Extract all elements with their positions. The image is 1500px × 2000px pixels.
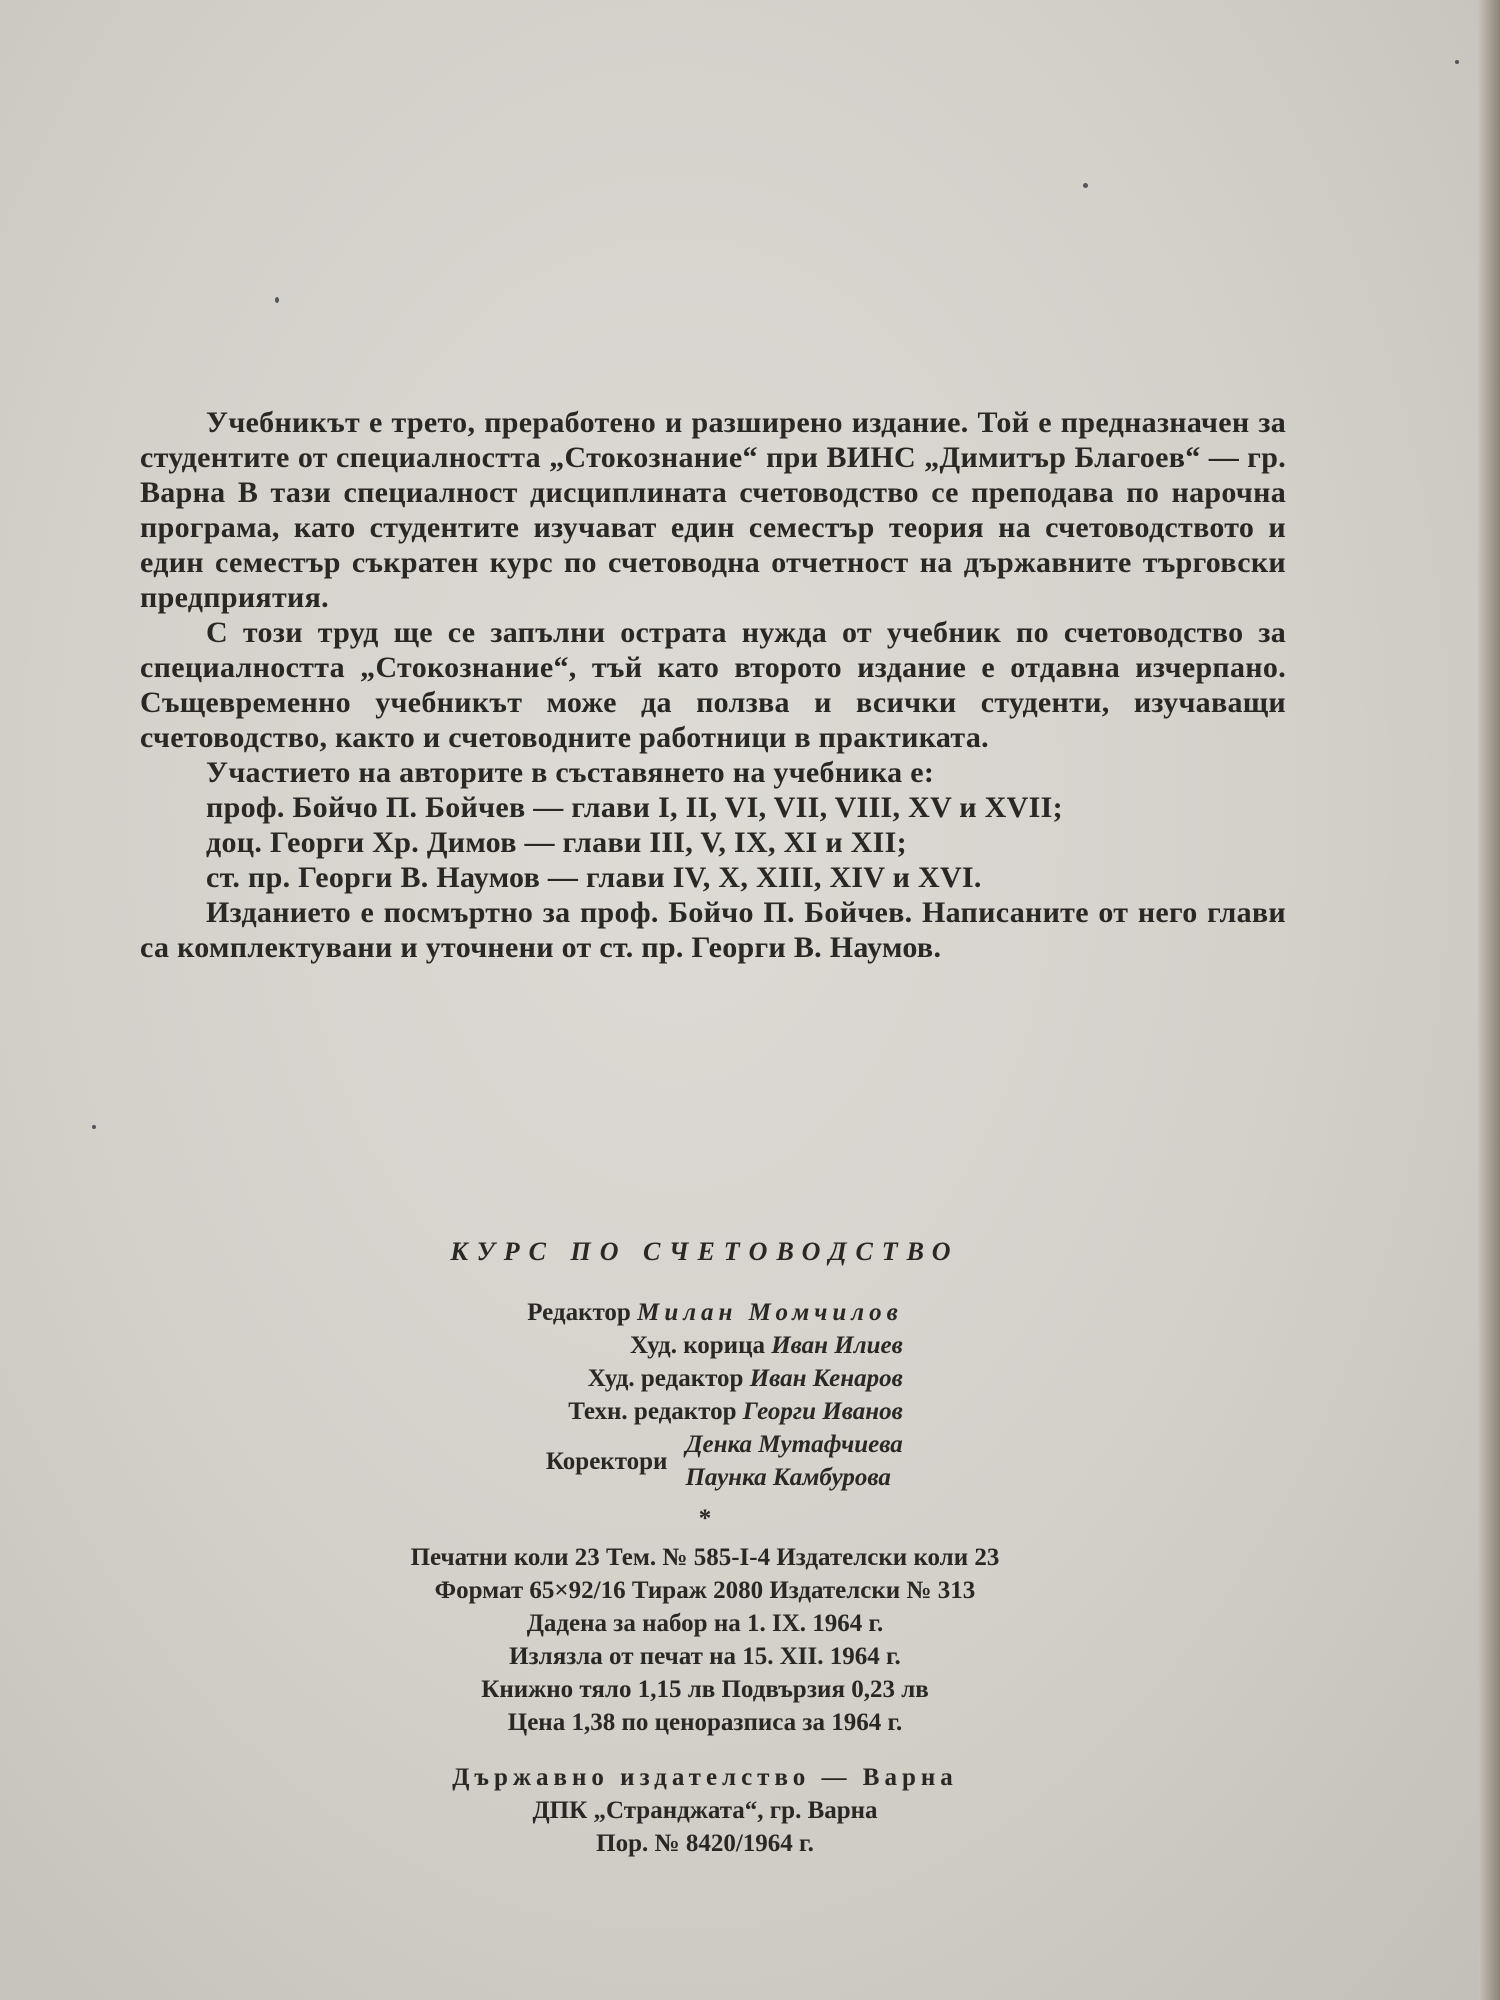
credit-correctors: [527, 1428, 903, 1494]
corrector-names: [685, 1428, 902, 1494]
paper-speck: [1083, 183, 1088, 188]
print-info-line: Цена 1,38 по ценоразписа за 1964 г.: [507, 1709, 903, 1736]
credit-name: Милан Момчилов: [637, 1299, 903, 1326]
printer-name: ДПК „Странджата“, гр. Варна: [532, 1797, 878, 1824]
order-number: Пор. № 8420/1964 г.: [596, 1830, 814, 1857]
credit-name: Георги Иванов: [742, 1398, 903, 1425]
authors-intro: Участието на авторите в съставянето на учебника е:: [206, 756, 935, 789]
authors-list: [140, 755, 1286, 895]
credit-role: Коректори: [545, 1447, 668, 1475]
author-line: доц. Георги Хр. Димов — глави III, V, IX, XI и XII;: [206, 826, 907, 859]
credit-name: Иван Кенаров: [749, 1365, 903, 1392]
print-info-line: Излязла от печат на 15. XII. 1964 г.: [509, 1643, 901, 1670]
paper-speck: [1455, 60, 1459, 64]
credit-role: Редактор: [527, 1299, 631, 1326]
credit-role: Техн. редактор: [568, 1398, 737, 1425]
paper-speck: [275, 297, 279, 303]
author-line: ст. пр. Георги В. Наумов — глави IV, X, XIII, XIV и XVI.: [206, 861, 982, 894]
credits-block: [527, 1296, 903, 1494]
credit-cover-artist: [527, 1329, 903, 1362]
preface-paragraph-2: С този труд ще се запълни острата нужда от учебник по счетоводство за специалността „Стокознание“, тъй като второто издание е отдавна изчерпано. Същевременно учебникът може да ползва и всички студенти, изучаващи счетоводство, както и счетоводните работници в практиката.: [140, 616, 1286, 754]
separator-asterisk: *: [698, 1505, 712, 1532]
credit-role: Худ. редактор: [587, 1365, 744, 1392]
print-info-line: Дадена за набор на 1. IX. 1964 г.: [526, 1610, 884, 1637]
preface-paragraph-1: Учебникът е трето, преработено и разширено издание. Той е предназначен за студентите от специалността „Стокознание“ при ВИНС „Димитър Благоев“ — гр. Варна В тази специалност дисциплината счетоводство се преподава по нарочна програма, като студентите изучават един семестър теория на счетоводството и един семестър съкратен курс по счетоводна отчетност на държавните търговски предприятия.: [140, 406, 1286, 614]
publisher-name: Държавно издателство — Варна: [452, 1764, 958, 1791]
author-line: проф. Бойчо П. Бойчев — глави I, II, VI, VII, VIII, XV и XVII;: [206, 791, 1063, 824]
credit-art-editor: [527, 1362, 903, 1395]
imprint: [0, 1235, 1410, 1860]
corrector-name: Денка Мутафчиева: [685, 1431, 903, 1458]
credit-editor: [527, 1296, 903, 1329]
print-info: [0, 1541, 1410, 1739]
credit-name: Иван Илиев: [771, 1332, 903, 1359]
print-info-line: Печатни коли 23 Тем. № 585-I-4 Издателски коли 23: [410, 1544, 1000, 1571]
preface-paragraph-final: Изданието е посмъртно за проф. Бойчо П. Бойчев. Написаните от него глави са комплектувани и уточнени от ст. пр. Георги В. Наумов.: [140, 896, 1286, 964]
page-edge: [1478, 0, 1500, 2000]
credit-tech-editor: [527, 1395, 903, 1428]
publisher-block: [0, 1761, 1410, 1860]
preface: [140, 405, 1286, 965]
credit-role: Худ. корица: [630, 1332, 765, 1359]
book-title: КУРС ПО СЧЕТОВОДСТВО: [450, 1237, 960, 1266]
corrector-name: Паунка Камбурова: [685, 1464, 891, 1491]
print-info-line: Формат 65×92/16 Тираж 2080 Издателски № 313: [434, 1577, 976, 1604]
print-info-line: Книжно тяло 1,15 лв Подвързия 0,23 лв: [481, 1676, 929, 1703]
paper-speck: [92, 1125, 96, 1129]
